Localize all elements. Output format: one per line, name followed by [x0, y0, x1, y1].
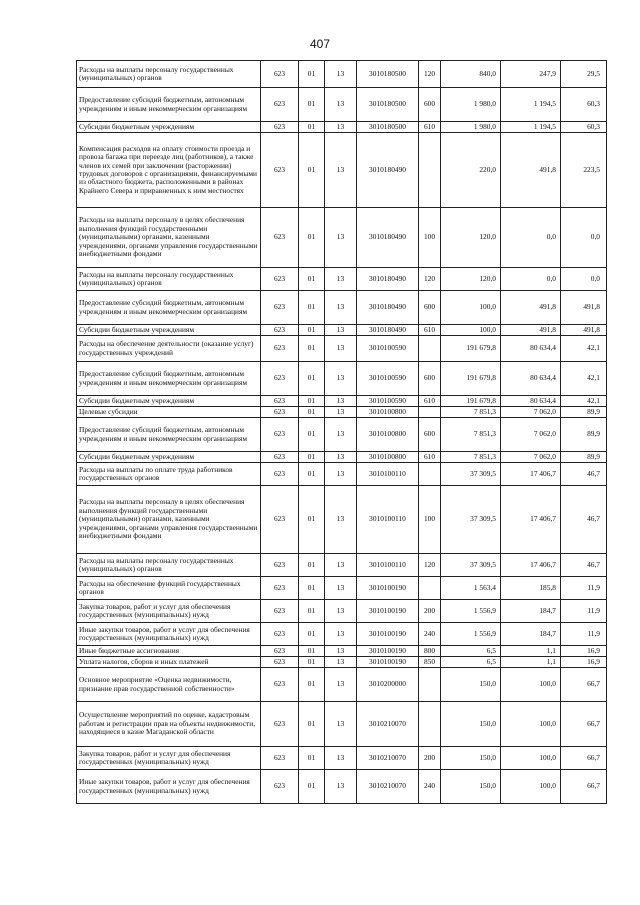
cell-actual: 80 634,4 — [501, 336, 561, 362]
cell-percent: 11,9 — [561, 623, 607, 646]
cell-name: Осуществление мероприятий по оценке, кадастровым работам и регистрации прав на объекты недвижимости, находящиеся в казне Магаданской области — [77, 702, 261, 747]
cell-expense-type — [419, 336, 441, 362]
cell-percent: 0,0 — [561, 208, 607, 268]
cell-expense-type: 610 — [419, 452, 441, 463]
cell-admin-code: 623 — [261, 657, 299, 668]
cell-name: Предоставление субсидий бюджетным, автономным учреждениям и иным некоммерческим организациям — [77, 291, 261, 325]
cell-admin-code: 623 — [261, 646, 299, 657]
cell-admin-code: 623 — [261, 336, 299, 362]
cell-expense-type: 200 — [419, 747, 441, 770]
cell-subsection: 13 — [325, 770, 357, 804]
cell-percent: 66,7 — [561, 668, 607, 702]
cell-subsection: 13 — [325, 668, 357, 702]
cell-target-article: 3010100800 — [357, 452, 419, 463]
cell-section: 01 — [299, 122, 325, 133]
cell-name: Уплата налогов, сборов и иных платежей — [77, 657, 261, 668]
table-row — [77, 646, 607, 657]
cell-subsection: 13 — [325, 61, 357, 88]
cell-subsection: 13 — [325, 646, 357, 657]
cell-target-article: 3010180500 — [357, 88, 419, 122]
cell-actual: 184,7 — [501, 600, 561, 623]
cell-name: Предоставление субсидий бюджетным, автономным учреждениям и иным некоммерческим организациям — [77, 88, 261, 122]
table-row — [77, 291, 607, 325]
table-row — [77, 418, 607, 452]
cell-section: 01 — [299, 623, 325, 646]
cell-plan: 6,5 — [441, 657, 501, 668]
cell-actual: 491,8 — [501, 133, 561, 208]
cell-subsection: 13 — [325, 577, 357, 600]
cell-target-article: 3010100190 — [357, 600, 419, 623]
cell-subsection: 13 — [325, 702, 357, 747]
cell-name: Расходы на выплаты персоналу в целях обеспечения выполнения функций государственными (муниципальными) органами, казенными учреждениями, органами управления государственными внебюджетными фондами — [77, 208, 261, 268]
cell-subsection: 13 — [325, 554, 357, 577]
cell-percent: 46,7 — [561, 463, 607, 486]
cell-actual: 100,0 — [501, 747, 561, 770]
cell-admin-code: 623 — [261, 600, 299, 623]
cell-subsection: 13 — [325, 362, 357, 396]
cell-name: Расходы на обеспечение деятельности (оказание услуг) государственных учреждений — [77, 336, 261, 362]
cell-name: Основное мероприятие «Оценка недвижимости, признание прав государственной собственности» — [77, 668, 261, 702]
cell-actual: 17 406,7 — [501, 486, 561, 554]
cell-expense-type: 610 — [419, 122, 441, 133]
cell-percent: 491,8 — [561, 325, 607, 336]
cell-subsection: 13 — [325, 463, 357, 486]
cell-plan: 7 851,3 — [441, 407, 501, 418]
cell-section: 01 — [299, 577, 325, 600]
cell-target-article: 3010180500 — [357, 61, 419, 88]
budget-table-body — [77, 61, 607, 804]
table-row — [77, 336, 607, 362]
cell-subsection: 13 — [325, 133, 357, 208]
table-row — [77, 88, 607, 122]
cell-plan: 37 309,5 — [441, 486, 501, 554]
cell-section: 01 — [299, 88, 325, 122]
cell-target-article: 3010180490 — [357, 133, 419, 208]
cell-target-article: 3010100110 — [357, 554, 419, 577]
table-row — [77, 577, 607, 600]
cell-plan: 840,0 — [441, 61, 501, 88]
cell-expense-type: 200 — [419, 600, 441, 623]
cell-plan: 191 679,8 — [441, 396, 501, 407]
cell-plan: 1 556,9 — [441, 600, 501, 623]
cell-target-article: 3010180490 — [357, 291, 419, 325]
table-row — [77, 325, 607, 336]
cell-percent: 66,7 — [561, 770, 607, 804]
cell-percent: 46,7 — [561, 554, 607, 577]
cell-section: 01 — [299, 747, 325, 770]
cell-name: Расходы на выплаты персоналу государственных (муниципальных) органов — [77, 268, 261, 291]
table-row — [77, 657, 607, 668]
table-row — [77, 208, 607, 268]
cell-admin-code: 623 — [261, 702, 299, 747]
cell-admin-code: 623 — [261, 122, 299, 133]
cell-expense-type: 240 — [419, 770, 441, 804]
cell-name: Закупка товаров, работ и услуг для обеспечения государственных (муниципальных) нужд — [77, 747, 261, 770]
cell-plan: 100,0 — [441, 325, 501, 336]
cell-admin-code: 623 — [261, 418, 299, 452]
cell-expense-type: 100 — [419, 208, 441, 268]
table-row — [77, 486, 607, 554]
table-row — [77, 623, 607, 646]
cell-section: 01 — [299, 554, 325, 577]
cell-section: 01 — [299, 452, 325, 463]
cell-target-article: 3010210070 — [357, 702, 419, 747]
cell-percent: 46,7 — [561, 486, 607, 554]
cell-admin-code: 623 — [261, 747, 299, 770]
cell-actual: 100,0 — [501, 702, 561, 747]
cell-actual: 100,0 — [501, 770, 561, 804]
table-row — [77, 407, 607, 418]
cell-name: Расходы на выплаты персоналу в целях обеспечения выполнения функций государственными (муниципальными) органами, казенными учреждениями, органами управления государственными внебюджетными фондами — [77, 486, 261, 554]
cell-section: 01 — [299, 646, 325, 657]
cell-name: Расходы на выплаты по оплате труда работников государственных органов — [77, 463, 261, 486]
table-row — [77, 554, 607, 577]
cell-subsection: 13 — [325, 268, 357, 291]
cell-percent: 89,9 — [561, 407, 607, 418]
cell-percent: 66,7 — [561, 747, 607, 770]
cell-section: 01 — [299, 463, 325, 486]
table-row — [77, 122, 607, 133]
cell-subsection: 13 — [325, 600, 357, 623]
cell-plan: 1 980,0 — [441, 88, 501, 122]
cell-section: 01 — [299, 418, 325, 452]
cell-section: 01 — [299, 291, 325, 325]
cell-name: Иные закупки товаров, работ и услуг для обеспечения государственных (муниципальных) нужд — [77, 623, 261, 646]
cell-expense-type: 600 — [419, 291, 441, 325]
cell-actual: 247,9 — [501, 61, 561, 88]
table-row — [77, 396, 607, 407]
table-row — [77, 61, 607, 88]
cell-name: Предоставление субсидий бюджетным, автономным учреждениям и иным некоммерческим организациям — [77, 418, 261, 452]
table-row — [77, 133, 607, 208]
table-row — [77, 770, 607, 804]
cell-target-article: 3010100110 — [357, 486, 419, 554]
cell-admin-code: 623 — [261, 463, 299, 486]
cell-plan: 150,0 — [441, 702, 501, 747]
cell-section: 01 — [299, 407, 325, 418]
cell-name: Расходы на выплаты персоналу государственных (муниципальных) органов — [77, 554, 261, 577]
cell-name: Компенсация расходов на оплату стоимости проезда и провоза багажа при переезде лиц (работников), а также членов их семей при заключении (расторжении) трудовых договоров с организациями, финансируемыми из областного бюджета, расположенными в районах Крайнего Севера и приравненных к ним местностях — [77, 133, 261, 208]
table-row — [77, 268, 607, 291]
cell-actual: 80 634,4 — [501, 396, 561, 407]
cell-actual: 1 194,5 — [501, 122, 561, 133]
table-row — [77, 362, 607, 396]
cell-actual: 491,8 — [501, 291, 561, 325]
cell-subsection: 13 — [325, 623, 357, 646]
cell-section: 01 — [299, 702, 325, 747]
table-row — [77, 452, 607, 463]
cell-plan: 120,0 — [441, 268, 501, 291]
cell-percent: 60,3 — [561, 88, 607, 122]
cell-percent: 16,9 — [561, 646, 607, 657]
cell-actual: 80 634,4 — [501, 362, 561, 396]
cell-admin-code: 623 — [261, 208, 299, 268]
cell-plan: 37 309,5 — [441, 554, 501, 577]
cell-expense-type: 610 — [419, 396, 441, 407]
cell-percent: 89,9 — [561, 418, 607, 452]
cell-percent: 16,9 — [561, 657, 607, 668]
cell-subsection: 13 — [325, 407, 357, 418]
cell-target-article: 3010100190 — [357, 623, 419, 646]
cell-actual: 7 062,0 — [501, 418, 561, 452]
cell-actual: 17 406,7 — [501, 554, 561, 577]
cell-percent: 60,3 — [561, 122, 607, 133]
cell-percent: 223,5 — [561, 133, 607, 208]
cell-expense-type: 120 — [419, 268, 441, 291]
cell-actual: 1 194,5 — [501, 88, 561, 122]
cell-name: Иные закупки товаров, работ и услуг для обеспечения государственных (муниципальных) нужд — [77, 770, 261, 804]
cell-actual: 1,1 — [501, 646, 561, 657]
cell-admin-code: 623 — [261, 577, 299, 600]
cell-subsection: 13 — [325, 452, 357, 463]
cell-name: Целевые субсидии — [77, 407, 261, 418]
cell-target-article: 3010100800 — [357, 407, 419, 418]
cell-subsection: 13 — [325, 325, 357, 336]
cell-actual: 17 406,7 — [501, 463, 561, 486]
cell-name: Субсидии бюджетным учреждениям — [77, 396, 261, 407]
table-row — [77, 668, 607, 702]
cell-target-article: 3010100800 — [357, 418, 419, 452]
cell-expense-type: 240 — [419, 623, 441, 646]
cell-subsection: 13 — [325, 291, 357, 325]
cell-target-article: 3010100190 — [357, 657, 419, 668]
cell-subsection: 13 — [325, 336, 357, 362]
cell-subsection: 13 — [325, 88, 357, 122]
cell-expense-type: 600 — [419, 362, 441, 396]
cell-plan: 100,0 — [441, 291, 501, 325]
cell-plan: 150,0 — [441, 770, 501, 804]
cell-admin-code: 623 — [261, 554, 299, 577]
cell-expense-type — [419, 577, 441, 600]
cell-plan: 7 851,3 — [441, 418, 501, 452]
cell-plan: 191 679,8 — [441, 336, 501, 362]
cell-plan: 1 980,0 — [441, 122, 501, 133]
cell-actual: 7 062,0 — [501, 452, 561, 463]
cell-admin-code: 623 — [261, 623, 299, 646]
cell-plan: 120,0 — [441, 208, 501, 268]
cell-target-article: 3010210070 — [357, 770, 419, 804]
cell-subsection: 13 — [325, 396, 357, 407]
cell-section: 01 — [299, 396, 325, 407]
cell-plan: 150,0 — [441, 668, 501, 702]
cell-target-article: 3010100190 — [357, 577, 419, 600]
cell-actual: 100,0 — [501, 668, 561, 702]
cell-target-article: 3010100190 — [357, 646, 419, 657]
cell-percent: 491,8 — [561, 291, 607, 325]
cell-admin-code: 623 — [261, 61, 299, 88]
cell-name: Закупка товаров, работ и услуг для обеспечения государственных (муниципальных) нужд — [77, 600, 261, 623]
cell-expense-type — [419, 133, 441, 208]
cell-section: 01 — [299, 486, 325, 554]
cell-actual: 185,8 — [501, 577, 561, 600]
cell-actual: 0,0 — [501, 208, 561, 268]
cell-expense-type: 120 — [419, 554, 441, 577]
cell-subsection: 13 — [325, 657, 357, 668]
cell-percent: 11,9 — [561, 600, 607, 623]
cell-expense-type: 610 — [419, 325, 441, 336]
cell-expense-type — [419, 407, 441, 418]
cell-percent: 42,1 — [561, 336, 607, 362]
cell-admin-code: 623 — [261, 268, 299, 291]
table-row — [77, 600, 607, 623]
cell-admin-code: 623 — [261, 88, 299, 122]
cell-target-article: 3010180490 — [357, 208, 419, 268]
cell-section: 01 — [299, 657, 325, 668]
cell-name: Предоставление субсидий бюджетным, автономным учреждениям и иным некоммерческим организациям — [77, 362, 261, 396]
cell-admin-code: 623 — [261, 486, 299, 554]
cell-expense-type — [419, 702, 441, 747]
cell-percent: 11,9 — [561, 577, 607, 600]
cell-percent: 42,1 — [561, 396, 607, 407]
cell-target-article: 3010200000 — [357, 668, 419, 702]
cell-name: Субсидии бюджетным учреждениям — [77, 452, 261, 463]
cell-admin-code: 623 — [261, 362, 299, 396]
cell-target-article: 3010100590 — [357, 396, 419, 407]
cell-plan: 191 679,8 — [441, 362, 501, 396]
cell-actual: 491,8 — [501, 325, 561, 336]
cell-subsection: 13 — [325, 486, 357, 554]
cell-plan: 1 556,9 — [441, 623, 501, 646]
cell-percent: 66,7 — [561, 702, 607, 747]
cell-percent: 42,1 — [561, 362, 607, 396]
cell-admin-code: 623 — [261, 407, 299, 418]
cell-target-article: 3010180490 — [357, 325, 419, 336]
cell-expense-type — [419, 668, 441, 702]
cell-target-article: 3010180490 — [357, 268, 419, 291]
cell-section: 01 — [299, 668, 325, 702]
cell-name: Иные бюджетные ассигнования — [77, 646, 261, 657]
cell-name: Расходы на обеспечение функций государственных органов — [77, 577, 261, 600]
cell-section: 01 — [299, 268, 325, 291]
cell-section: 01 — [299, 133, 325, 208]
table-row — [77, 702, 607, 747]
cell-expense-type: 120 — [419, 61, 441, 88]
cell-expense-type: 850 — [419, 657, 441, 668]
cell-actual: 184,7 — [501, 623, 561, 646]
cell-name: Субсидии бюджетным учреждениям — [77, 325, 261, 336]
cell-admin-code: 623 — [261, 770, 299, 804]
cell-expense-type — [419, 463, 441, 486]
cell-plan: 150,0 — [441, 747, 501, 770]
cell-admin-code: 623 — [261, 325, 299, 336]
cell-subsection: 13 — [325, 418, 357, 452]
cell-section: 01 — [299, 325, 325, 336]
cell-section: 01 — [299, 600, 325, 623]
table-row — [77, 747, 607, 770]
cell-target-article: 3010100590 — [357, 336, 419, 362]
cell-percent: 89,9 — [561, 452, 607, 463]
cell-target-article: 3010210070 — [357, 747, 419, 770]
cell-section: 01 — [299, 208, 325, 268]
cell-name: Субсидии бюджетным учреждениям — [77, 122, 261, 133]
cell-expense-type: 800 — [419, 646, 441, 657]
page-number: 407 — [309, 37, 331, 51]
cell-plan: 6,5 — [441, 646, 501, 657]
cell-section: 01 — [299, 336, 325, 362]
cell-percent: 29,5 — [561, 61, 607, 88]
cell-section: 01 — [299, 770, 325, 804]
cell-subsection: 13 — [325, 208, 357, 268]
cell-expense-type: 600 — [419, 88, 441, 122]
cell-plan: 7 851,3 — [441, 452, 501, 463]
cell-percent: 0,0 — [561, 268, 607, 291]
cell-admin-code: 623 — [261, 668, 299, 702]
cell-subsection: 13 — [325, 747, 357, 770]
cell-expense-type: 100 — [419, 486, 441, 554]
cell-plan: 37 309,5 — [441, 463, 501, 486]
cell-admin-code: 623 — [261, 396, 299, 407]
cell-section: 01 — [299, 362, 325, 396]
cell-plan: 220,0 — [441, 133, 501, 208]
cell-admin-code: 623 — [261, 133, 299, 208]
cell-expense-type: 600 — [419, 418, 441, 452]
cell-plan: 1 563,4 — [441, 577, 501, 600]
cell-admin-code: 623 — [261, 452, 299, 463]
cell-actual: 7 062,0 — [501, 407, 561, 418]
cell-section: 01 — [299, 61, 325, 88]
cell-target-article: 3010100110 — [357, 463, 419, 486]
cell-name: Расходы на выплаты персоналу государственных (муниципальных) органов — [77, 61, 261, 88]
cell-actual: 1,1 — [501, 657, 561, 668]
cell-admin-code: 623 — [261, 291, 299, 325]
budget-table — [76, 60, 607, 804]
table-row — [77, 463, 607, 486]
cell-actual: 0,0 — [501, 268, 561, 291]
cell-target-article: 3010100590 — [357, 362, 419, 396]
cell-subsection: 13 — [325, 122, 357, 133]
cell-target-article: 3010180500 — [357, 122, 419, 133]
